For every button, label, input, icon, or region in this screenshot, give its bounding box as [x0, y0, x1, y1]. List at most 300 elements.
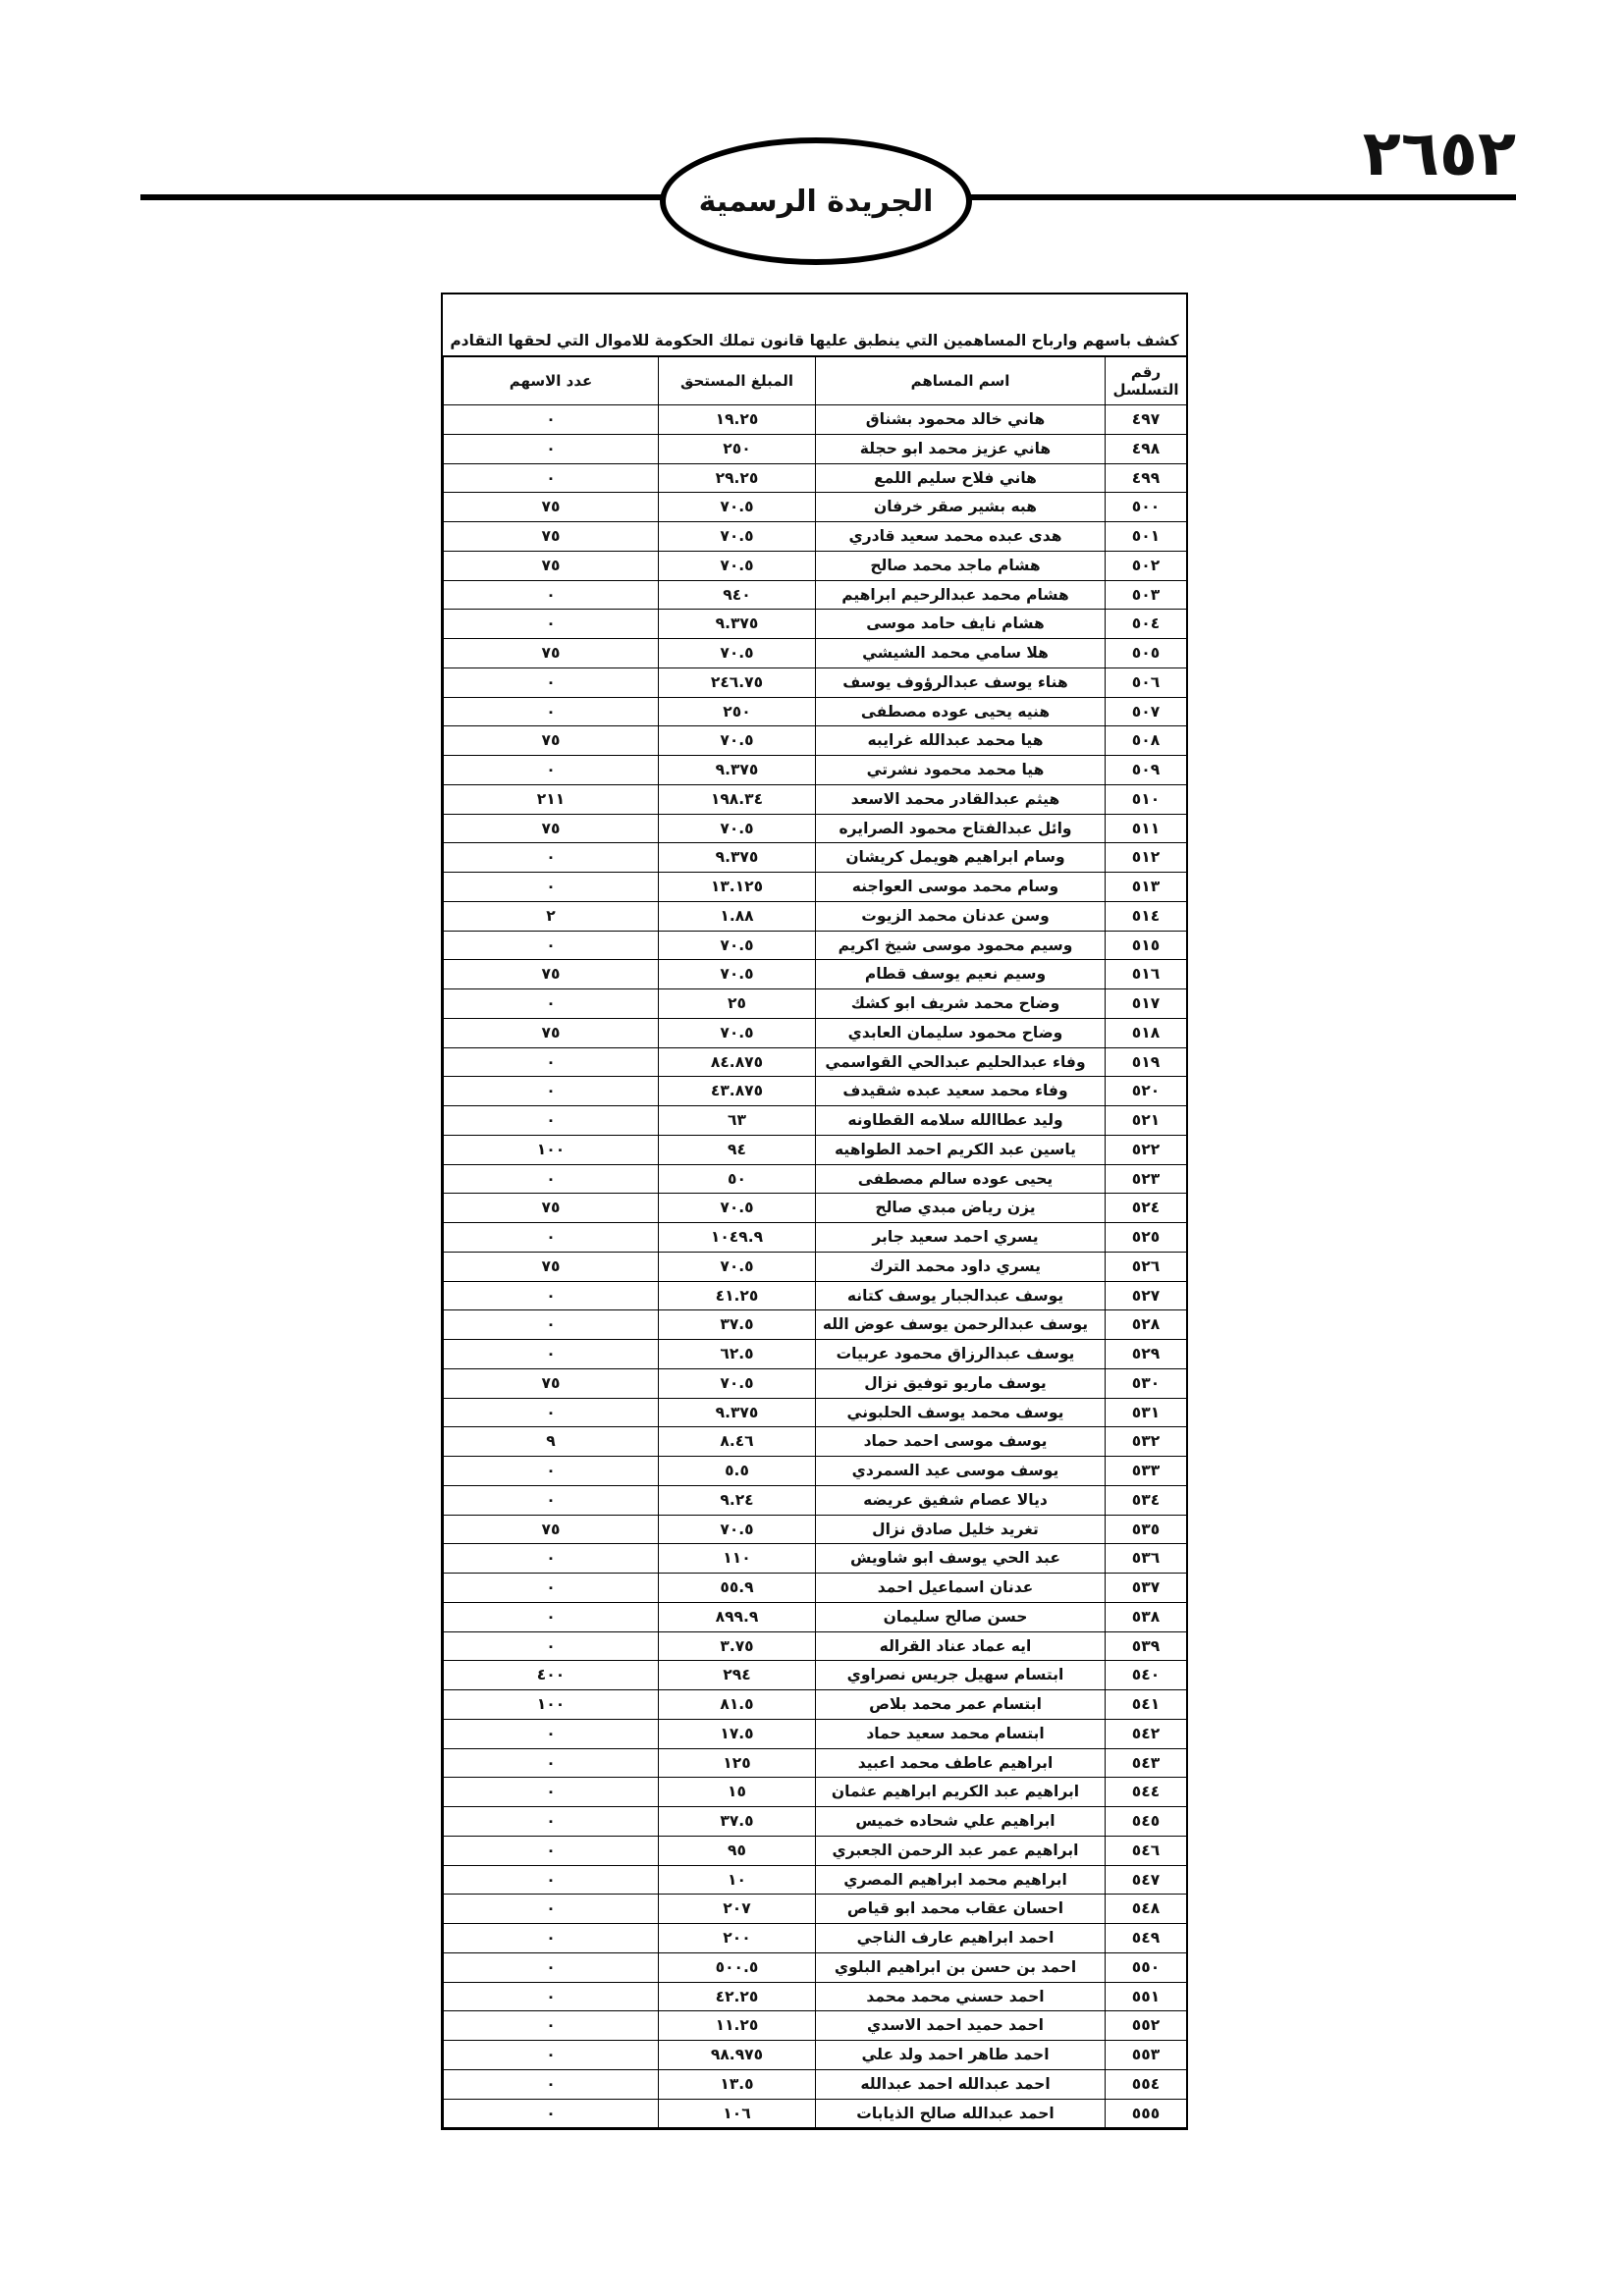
cell-name: هشام ماجد محمد صالح — [816, 551, 1106, 580]
cell-shares: ٠ — [444, 1223, 659, 1253]
cell-seq: ٥٥١ — [1106, 1982, 1187, 2011]
cell-shares: ٠ — [444, 843, 659, 873]
cell-seq: ٥٥٠ — [1106, 1952, 1187, 1982]
cell-seq: ٥١١ — [1106, 814, 1187, 843]
cell-amount: ٣.٧٥ — [659, 1631, 816, 1661]
header-amount: المبلغ المستحق — [659, 357, 816, 405]
table-row — [444, 1982, 1187, 2011]
cell-seq: ٥٥٢ — [1106, 2011, 1187, 2041]
cell-amount: ٧٠.٥ — [659, 639, 816, 668]
cell-shares: ٠ — [444, 1924, 659, 1953]
cell-amount: ٢٥٠ — [659, 697, 816, 726]
cell-name: ابراهيم محمد ابراهيم المصري — [816, 1865, 1106, 1895]
cell-shares: ٧٥ — [444, 551, 659, 580]
cell-name: تغريد خليل صادق نزال — [816, 1515, 1106, 1544]
cell-name: يوسف عبدالرزاق محمود عربيات — [816, 1340, 1106, 1369]
table-row — [444, 522, 1187, 552]
cell-shares: ٧٥ — [444, 493, 659, 522]
cell-name: ايه عماد عناد القراله — [816, 1631, 1106, 1661]
table-row — [444, 1807, 1187, 1837]
cell-seq: ٤٩٨ — [1106, 434, 1187, 463]
cell-seq: ٥٠٧ — [1106, 697, 1187, 726]
cell-amount: ٥.٥ — [659, 1457, 816, 1486]
cell-name: هاني عزيز محمد ابو حجلة — [816, 434, 1106, 463]
cell-shares: ٧٥ — [444, 726, 659, 756]
table-row — [444, 960, 1187, 989]
cell-name: عبد الحي يوسف ابو شاويش — [816, 1544, 1106, 1574]
cell-shares: ٠ — [444, 580, 659, 610]
cell-name: وفاء محمد سعيد عبده شقيدف — [816, 1077, 1106, 1106]
cell-amount: ٩.٣٧٥ — [659, 1398, 816, 1427]
cell-shares: ٧٥ — [444, 1018, 659, 1047]
cell-shares: ٠ — [444, 1164, 659, 1194]
cell-shares: ٢ — [444, 901, 659, 931]
cell-amount: ٩٤ — [659, 1135, 816, 1164]
cell-shares: ٧٥ — [444, 960, 659, 989]
cell-seq: ٥١٠ — [1106, 784, 1187, 814]
cell-seq: ٥٣٩ — [1106, 1631, 1187, 1661]
cell-amount: ١٢٥ — [659, 1748, 816, 1778]
cell-name: احمد ابراهيم عارف الناجي — [816, 1924, 1106, 1953]
cell-name: هدى عبده محمد سعيد قادري — [816, 522, 1106, 552]
cell-name: وسيم نعيم يوسف قطام — [816, 960, 1106, 989]
cell-amount: ٦٢.٥ — [659, 1340, 816, 1369]
table-row — [444, 1252, 1187, 1281]
table-row — [444, 1018, 1187, 1047]
cell-amount: ٢٩٤ — [659, 1661, 816, 1690]
cell-shares: ٢١١ — [444, 784, 659, 814]
cell-seq: ٥٤١ — [1106, 1690, 1187, 1720]
cell-seq: ٥٣٨ — [1106, 1602, 1187, 1631]
cell-name: هبه بشير صقر خرفان — [816, 493, 1106, 522]
cell-seq: ٤٩٧ — [1106, 405, 1187, 435]
cell-seq: ٥٠٥ — [1106, 639, 1187, 668]
gazette-title-oval — [660, 137, 972, 265]
table-row — [444, 1544, 1187, 1574]
cell-shares: ٠ — [444, 1310, 659, 1340]
table-row — [444, 463, 1187, 493]
cell-shares: ٠ — [444, 405, 659, 435]
table-row — [444, 1631, 1187, 1661]
cell-name: يوسف عبدالجبار يوسف كتانه — [816, 1281, 1106, 1310]
table-row — [444, 1077, 1187, 1106]
cell-name: يوسف موسى احمد حماد — [816, 1427, 1106, 1457]
cell-seq: ٥٢٩ — [1106, 1340, 1187, 1369]
cell-amount: ١٩.٢٥ — [659, 405, 816, 435]
table-row — [444, 667, 1187, 697]
cell-seq: ٥٠٦ — [1106, 667, 1187, 697]
cell-amount: ١٠٦ — [659, 2099, 816, 2128]
cell-seq: ٤٩٩ — [1106, 463, 1187, 493]
table-row — [444, 1778, 1187, 1807]
table-row — [444, 610, 1187, 639]
cell-seq: ٥٠٣ — [1106, 580, 1187, 610]
table-row — [444, 873, 1187, 902]
cell-amount: ٩.٣٧٥ — [659, 610, 816, 639]
cell-name: احمد طاهر احمد ولد علي — [816, 2041, 1106, 2070]
cell-amount: ١٣.٥ — [659, 2069, 816, 2099]
cell-name: يزن رياض مبدي صالح — [816, 1194, 1106, 1223]
cell-amount: ٥٠ — [659, 1164, 816, 1194]
cell-name: هاني خالد محمود بشناق — [816, 405, 1106, 435]
cell-amount: ٧٠.٥ — [659, 814, 816, 843]
cell-amount: ٢٥٠ — [659, 434, 816, 463]
table-row — [444, 434, 1187, 463]
cell-amount: ١١.٢٥ — [659, 2011, 816, 2041]
cell-name: هيا محمد محمود نشرتي — [816, 756, 1106, 785]
cell-seq: ٥٤٢ — [1106, 1719, 1187, 1748]
cell-seq: ٥٤٦ — [1106, 1836, 1187, 1865]
cell-name: ابراهيم عبد الكريم ابراهيم عثمان — [816, 1778, 1106, 1807]
cell-seq: ٥٢٠ — [1106, 1077, 1187, 1106]
table-row — [444, 1368, 1187, 1398]
cell-amount: ١.٨٨ — [659, 901, 816, 931]
table-body — [444, 405, 1187, 2128]
cell-name: وضاح محمد شريف ابو كشك — [816, 989, 1106, 1019]
table-row — [444, 697, 1187, 726]
page-number: ٢٦٥٢ — [1362, 118, 1516, 190]
cell-shares: ٠ — [444, 873, 659, 902]
cell-name: هناء يوسف عبدالرؤوف يوسف — [816, 667, 1106, 697]
cell-seq: ٥٢٥ — [1106, 1223, 1187, 1253]
cell-name: يوسف محمد يوسف الحلبوني — [816, 1398, 1106, 1427]
table-row — [444, 2041, 1187, 2070]
cell-name: يوسف عبدالرحمن يوسف عوض الله — [816, 1310, 1106, 1340]
cell-name: وليد عطاالله سلامه القطاونه — [816, 1106, 1106, 1136]
cell-shares: ٠ — [444, 1748, 659, 1778]
table-row — [444, 1427, 1187, 1457]
header-seq: رقم التسلسل — [1106, 357, 1187, 405]
cell-shares: ٠ — [444, 1719, 659, 1748]
cell-seq: ٥٣٢ — [1106, 1427, 1187, 1457]
cell-seq: ٥١٨ — [1106, 1018, 1187, 1047]
cell-shares: ١٠٠ — [444, 1135, 659, 1164]
cell-name: احمد عبدالله صالح الذيابات — [816, 2099, 1106, 2128]
cell-name: وسام محمد موسى العواجنه — [816, 873, 1106, 902]
cell-seq: ٥٣٤ — [1106, 1485, 1187, 1515]
cell-amount: ٧٠.٥ — [659, 726, 816, 756]
cell-amount: ٧٠.٥ — [659, 960, 816, 989]
table-row — [444, 989, 1187, 1019]
cell-name: احسان عقاب محمد ابو قياص — [816, 1895, 1106, 1924]
cell-seq: ٥٣١ — [1106, 1398, 1187, 1427]
cell-shares: ٠ — [444, 1574, 659, 1603]
cell-amount: ٨٤.٨٧٥ — [659, 1047, 816, 1077]
cell-name: وائل عبدالفتاح محمود الصرايره — [816, 814, 1106, 843]
table-row — [444, 1106, 1187, 1136]
cell-name: هنيه يحيى عوده مصطفى — [816, 697, 1106, 726]
cell-amount: ٩٥ — [659, 1836, 816, 1865]
cell-amount: ٣٧.٥ — [659, 1310, 816, 1340]
cell-seq: ٥٢١ — [1106, 1106, 1187, 1136]
table-row — [444, 1895, 1187, 1924]
table-row — [444, 1865, 1187, 1895]
table-row — [444, 1748, 1187, 1778]
table-row — [444, 784, 1187, 814]
cell-shares: ٠ — [444, 1982, 659, 2011]
cell-amount: ١١٠ — [659, 1544, 816, 1574]
cell-shares: ٠ — [444, 1047, 659, 1077]
cell-amount: ٢٩.٢٥ — [659, 463, 816, 493]
table-title: كشف باسهم وارباح المساهمين التي ينطبق عليها قانون تملك الحكومة للاموال التي لحقها التقادم — [443, 294, 1186, 356]
cell-amount: ٩.٢٤ — [659, 1485, 816, 1515]
cell-shares: ٠ — [444, 697, 659, 726]
cell-shares: ٠ — [444, 1398, 659, 1427]
table-row — [444, 814, 1187, 843]
cell-amount: ١٩٨.٣٤ — [659, 784, 816, 814]
cell-name: ابتسام سهيل جريس نصراوي — [816, 1661, 1106, 1690]
table-row — [444, 931, 1187, 960]
cell-seq: ٥١٣ — [1106, 873, 1187, 902]
shareholders-table — [443, 356, 1187, 2128]
cell-seq: ٥٠٢ — [1106, 551, 1187, 580]
table-row — [444, 1194, 1187, 1223]
cell-shares: ٠ — [444, 1602, 659, 1631]
cell-name: هلا سامي محمد الشيشي — [816, 639, 1106, 668]
cell-amount: ١٧.٥ — [659, 1719, 816, 1748]
cell-seq: ٥٥٤ — [1106, 2069, 1187, 2099]
cell-amount: ٨١.٥ — [659, 1690, 816, 1720]
cell-shares: ٧٥ — [444, 814, 659, 843]
cell-name: هشام محمد عبدالرحيم ابراهيم — [816, 580, 1106, 610]
header-name: اسم المساهم — [816, 357, 1106, 405]
cell-amount: ٧٠.٥ — [659, 1018, 816, 1047]
cell-amount: ١٠٤٩.٩ — [659, 1223, 816, 1253]
cell-name: يوسف ماريو توفيق نزال — [816, 1368, 1106, 1398]
table-row — [444, 580, 1187, 610]
table-row — [444, 1310, 1187, 1340]
cell-name: هيثم عبدالقادر محمد الاسعد — [816, 784, 1106, 814]
cell-amount: ١٣.١٢٥ — [659, 873, 816, 902]
table-row — [444, 1485, 1187, 1515]
cell-amount: ٧٠.٥ — [659, 1194, 816, 1223]
table-row — [444, 1952, 1187, 1982]
cell-seq: ٥٣٧ — [1106, 1574, 1187, 1603]
cell-shares: ٠ — [444, 1281, 659, 1310]
cell-amount: ٥٥.٩ — [659, 1574, 816, 1603]
cell-seq: ٥١٩ — [1106, 1047, 1187, 1077]
cell-amount: ٩.٣٧٥ — [659, 756, 816, 785]
cell-shares: ٠ — [444, 1836, 659, 1865]
table-row — [444, 1135, 1187, 1164]
table-row — [444, 1924, 1187, 1953]
cell-amount: ٢٤٦.٧٥ — [659, 667, 816, 697]
cell-seq: ٥٠٨ — [1106, 726, 1187, 756]
table-row — [444, 1398, 1187, 1427]
table-header-row — [444, 357, 1187, 405]
cell-amount: ٩٨.٩٧٥ — [659, 2041, 816, 2070]
table-row — [444, 639, 1187, 668]
cell-seq: ٥٢٦ — [1106, 1252, 1187, 1281]
cell-seq: ٥١٧ — [1106, 989, 1187, 1019]
cell-shares: ٠ — [444, 463, 659, 493]
table-row — [444, 1281, 1187, 1310]
cell-seq: ٥٤٨ — [1106, 1895, 1187, 1924]
cell-seq: ٥٢٢ — [1106, 1135, 1187, 1164]
table-row — [444, 2011, 1187, 2041]
cell-seq: ٥٠٩ — [1106, 756, 1187, 785]
cell-shares: ٠ — [444, 610, 659, 639]
cell-name: وضاح محمود سليمان العابدي — [816, 1018, 1106, 1047]
cell-shares: ٠ — [444, 2099, 659, 2128]
cell-name: ابتسام محمد سعيد حماد — [816, 1719, 1106, 1748]
cell-amount: ٧٠.٥ — [659, 493, 816, 522]
cell-seq: ٥٣٥ — [1106, 1515, 1187, 1544]
cell-name: هشام نايف حامد موسى — [816, 610, 1106, 639]
cell-amount: ٩.٣٧٥ — [659, 843, 816, 873]
cell-name: ابتسام عمر محمد بلاص — [816, 1690, 1106, 1720]
cell-amount: ٨.٤٦ — [659, 1427, 816, 1457]
cell-seq: ٥٤٠ — [1106, 1661, 1187, 1690]
cell-shares: ٠ — [444, 989, 659, 1019]
cell-shares: ٠ — [444, 1631, 659, 1661]
cell-name: يحيى عوده سالم مصطفى — [816, 1164, 1106, 1194]
cell-seq: ٥٣٦ — [1106, 1544, 1187, 1574]
cell-amount: ٧٠.٥ — [659, 1368, 816, 1398]
cell-name: يوسف موسى عيد السمردي — [816, 1457, 1106, 1486]
table-row — [444, 1602, 1187, 1631]
cell-seq: ٥٢٤ — [1106, 1194, 1187, 1223]
table-row — [444, 2099, 1187, 2128]
cell-shares: ٠ — [444, 1106, 659, 1136]
cell-seq: ٥١٥ — [1106, 931, 1187, 960]
cell-seq: ٥٥٣ — [1106, 2041, 1187, 2070]
cell-shares: ٧٥ — [444, 639, 659, 668]
cell-seq: ٥٣٣ — [1106, 1457, 1187, 1486]
cell-amount: ٤٢.٢٥ — [659, 1982, 816, 2011]
cell-shares: ١٠٠ — [444, 1690, 659, 1720]
cell-shares: ٠ — [444, 1895, 659, 1924]
cell-name: احمد حسني محمد محمد — [816, 1982, 1106, 2011]
table-row — [444, 551, 1187, 580]
cell-shares: ٠ — [444, 1807, 659, 1837]
table-row — [444, 2069, 1187, 2099]
cell-name: ديالا عصام شفيق عريضه — [816, 1485, 1106, 1515]
cell-shares: ٠ — [444, 1340, 659, 1369]
cell-name: وسام ابراهيم هويمل كريشان — [816, 843, 1106, 873]
cell-shares: ٠ — [444, 1952, 659, 1982]
cell-name: هاني فلاح سليم اللمع — [816, 463, 1106, 493]
cell-seq: ٥٤٥ — [1106, 1807, 1187, 1837]
table-row — [444, 1164, 1187, 1194]
gazette-title: الجريدة الرسمية — [698, 184, 934, 219]
cell-seq: ٥١٤ — [1106, 901, 1187, 931]
cell-seq: ٥٠٤ — [1106, 610, 1187, 639]
cell-amount: ٥٠٠.٥ — [659, 1952, 816, 1982]
cell-amount: ٢٥ — [659, 989, 816, 1019]
cell-shares: ٠ — [444, 931, 659, 960]
cell-name: ابراهيم عمر عبد الرحمن الجعبري — [816, 1836, 1106, 1865]
cell-seq: ٥١٦ — [1106, 960, 1187, 989]
table-row — [444, 1515, 1187, 1544]
table-row — [444, 901, 1187, 931]
cell-shares: ٠ — [444, 434, 659, 463]
cell-shares: ٠ — [444, 2011, 659, 2041]
cell-name: احمد حميد احمد الاسدي — [816, 2011, 1106, 2041]
table-row — [444, 843, 1187, 873]
table-row — [444, 1690, 1187, 1720]
table-row — [444, 493, 1187, 522]
header-shares: عدد الاسهم — [444, 357, 659, 405]
cell-shares: ٠ — [444, 2069, 659, 2099]
cell-seq: ٥٢٨ — [1106, 1310, 1187, 1340]
cell-name: هيا محمد عبدالله غرايبه — [816, 726, 1106, 756]
cell-amount: ٢٠٠ — [659, 1924, 816, 1953]
cell-shares: ٩ — [444, 1427, 659, 1457]
table-row — [444, 1340, 1187, 1369]
cell-seq: ٥٥٥ — [1106, 2099, 1187, 2128]
cell-amount: ٧٠.٥ — [659, 551, 816, 580]
cell-seq: ٥٣٠ — [1106, 1368, 1187, 1398]
cell-seq: ٥٤٧ — [1106, 1865, 1187, 1895]
cell-name: حسن صالح سليمان — [816, 1602, 1106, 1631]
table-row — [444, 1574, 1187, 1603]
cell-seq: ٥٤٩ — [1106, 1924, 1187, 1953]
shareholders-table-container — [441, 293, 1188, 2130]
cell-name: يسري داود محمد الترك — [816, 1252, 1106, 1281]
cell-amount: ٧٠.٥ — [659, 1252, 816, 1281]
cell-name: ابراهيم علي شحاده خميس — [816, 1807, 1106, 1837]
cell-name: يسري احمد سعيد جابر — [816, 1223, 1106, 1253]
cell-amount: ٣٧.٥ — [659, 1807, 816, 1837]
cell-shares: ٠ — [444, 1865, 659, 1895]
cell-name: وسن عدنان محمد الزيوت — [816, 901, 1106, 931]
table-row — [444, 1047, 1187, 1077]
cell-name: احمد بن حسن بن ابراهيم البلوي — [816, 1952, 1106, 1982]
cell-shares: ٧٥ — [444, 1194, 659, 1223]
cell-amount: ٧٠.٥ — [659, 931, 816, 960]
cell-amount: ٧٠.٥ — [659, 522, 816, 552]
table-row — [444, 1457, 1187, 1486]
cell-shares: ٠ — [444, 667, 659, 697]
cell-amount: ١٥ — [659, 1778, 816, 1807]
cell-amount: ٢٠٧ — [659, 1895, 816, 1924]
table-row — [444, 756, 1187, 785]
cell-seq: ٥٤٣ — [1106, 1748, 1187, 1778]
cell-name: وفاء عبدالحليم عبدالحي القواسمي — [816, 1047, 1106, 1077]
cell-name: عدنان اسماعيل احمد — [816, 1574, 1106, 1603]
cell-name: ابراهيم عاطف محمد اعبيد — [816, 1748, 1106, 1778]
cell-amount: ٧٠.٥ — [659, 1515, 816, 1544]
table-row — [444, 1836, 1187, 1865]
cell-seq: ٥١٢ — [1106, 843, 1187, 873]
table-row — [444, 726, 1187, 756]
cell-amount: ٨٩٩.٩ — [659, 1602, 816, 1631]
table-row — [444, 405, 1187, 435]
cell-shares: ٠ — [444, 756, 659, 785]
table-row — [444, 1223, 1187, 1253]
cell-shares: ٠ — [444, 1457, 659, 1486]
cell-seq: ٥٠١ — [1106, 522, 1187, 552]
cell-amount: ٩٤٠ — [659, 580, 816, 610]
cell-seq: ٥٠٠ — [1106, 493, 1187, 522]
table-row — [444, 1719, 1187, 1748]
cell-name: وسيم محمود موسى شيخ اكريم — [816, 931, 1106, 960]
cell-shares: ٠ — [444, 1544, 659, 1574]
cell-amount: ٦٣ — [659, 1106, 816, 1136]
cell-seq: ٥٢٣ — [1106, 1164, 1187, 1194]
table-row — [444, 1661, 1187, 1690]
cell-seq: ٥٢٧ — [1106, 1281, 1187, 1310]
cell-shares: ٤٠٠ — [444, 1661, 659, 1690]
cell-shares: ٠ — [444, 1077, 659, 1106]
cell-shares: ٠ — [444, 1778, 659, 1807]
cell-shares: ٧٥ — [444, 522, 659, 552]
cell-shares: ٧٥ — [444, 1368, 659, 1398]
cell-name: ياسين عبد الكريم احمد الطواهيه — [816, 1135, 1106, 1164]
cell-shares: ٠ — [444, 2041, 659, 2070]
cell-shares: ٧٥ — [444, 1252, 659, 1281]
